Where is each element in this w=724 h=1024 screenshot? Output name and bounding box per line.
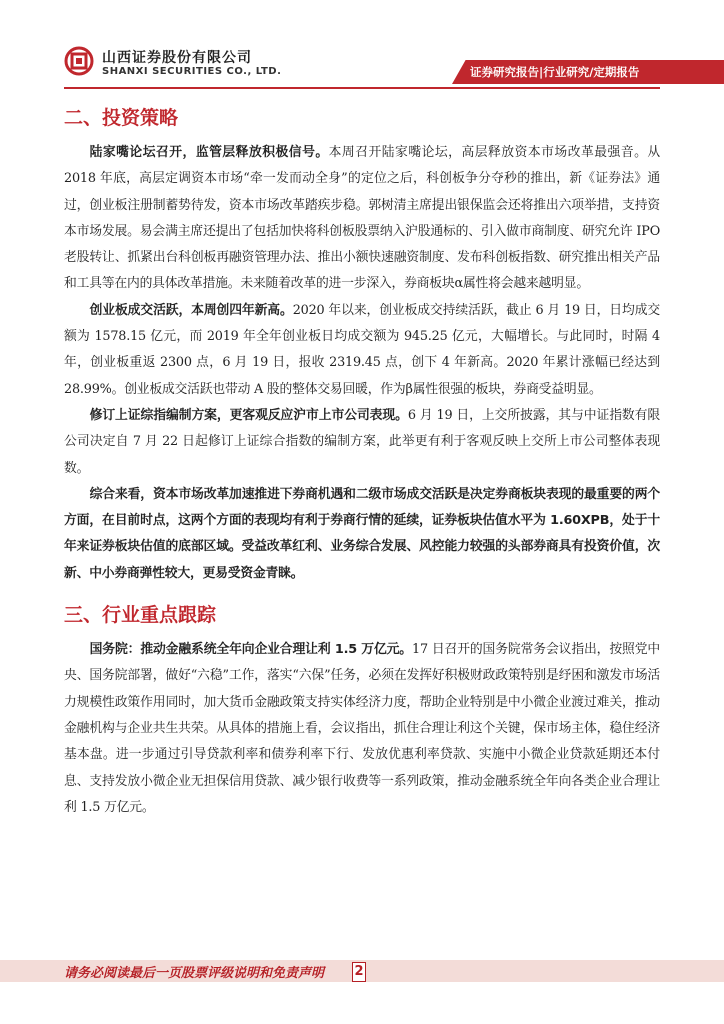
paragraph-lead: 创业板成交活跃，本周创四年新高。	[89, 302, 293, 318]
disclaimer-notice: 请务必阅读最后一页股票评级说明和免责声明	[64, 966, 325, 981]
company-logo-icon	[64, 46, 94, 76]
paragraph-summary: 综合来看，资本市场改革加速推进下券商机遇和二级市场成交活跃是决定券商板块表现的最重要的两个方面，在目前时点，这两个方面的表现均有利于券商行情的延续，证券板块估值水平为 1.60XPB，处于十年来证券板块估值的底部区域。受益改革红利、业务综合发展、风控能力较强的头部券商具有投资价值，次新、中小券商弹性较大，更易受资金青睐。	[64, 486, 660, 581]
paragraph-chinext	[64, 298, 660, 403]
company-name-en: SHANXI SECURITIES CO., LTD.	[102, 66, 282, 77]
paragraph-state-council	[64, 637, 660, 821]
paragraph-lujiazui-forum	[64, 140, 660, 298]
header-divider	[64, 87, 660, 89]
paragraph-text: 2020 年以来，创业板成交持续活跃，截止 6 月 19 日，日均成交额为 1578.15 亿元，而 2019 年全年创业板日均成交额为 945.25 亿元，大幅增长。与此同时，时隔 4 年，创业板重返 2300 点，6 月 19 日，报收 2319.45 点，创下 4 年新高。2020 年累计涨幅已经达到 28.99%。创业板成交活跃也带动 A 股的整体交易回暖，作为β属性很强的板块，券商受益明显。	[64, 302, 660, 397]
paragraph-lead: 修订上证综指编制方案，更客观反应沪市上市公司表现。	[89, 407, 408, 423]
company-name-cn: 山西证券股份有限公司	[102, 50, 252, 66]
page-header	[0, 0, 724, 92]
paragraph-text: 17 日召开的国务院常务会议指出，按照党中央、国务院部署，做好“六稳”工作，落实“六保”任务，必须在发挥好积极财政政策特别是纾困和激发市场活力规模性政策作用同时，加大货币金融政策支持实体经济力度，帮助企业特别是中小微企业渡过难关，推动金融机构与企业共生共荣。从具体的措施上看，会议指出，抓住合理让利这个关键，保市场主体，稳住经济基本盘。进一步通过引导贷款利率和债券利率下行、发放优惠利率贷款、实施中小微企业贷款延期还本付息、支持发放小微企业无担保信用贷款、减少银行收费等一系列政策，推动金融系统全年向各类企业合理让利 1.5 万亿元。	[64, 642, 660, 815]
paragraph-lead: 国务院：推动金融系统全年向企业合理让利 1.5 万亿元。	[89, 642, 412, 658]
paragraph-text: 6 月 19 日，上交所披露，其与中证指数有限公司决定自 7 月 22 日起修订上证综合指数的编制方案，此举更有利于客观反映上交所上市公司整体表现数。	[64, 407, 660, 476]
page-number: 2	[352, 962, 366, 982]
section-title-industry-tracking: 三、行业重点跟踪	[64, 604, 217, 627]
paragraph-sse-index	[64, 403, 660, 482]
paragraph-text: 本周召开陆家嘴论坛，高层释放资本市场改革最强音。从 2018 年底，高层定调资本市场“牵一发而动全身”的定位之后，科创板争分夺秒的推出，新《证券法》通过，创业板注册制蓄势待发，资本市场改革踏疾步稳。郭树清主席提出银保监会还将推出六项举措，支持资本市场发展。易会满主席还提出了包括加快将科创板股票纳入沪股通标的、引入做市商制度、研究允许 IPO 老股转让、抓紧出台科创板再融资管理办法、推出小额快速融资制度、发布科创板指数、研究推出相关产品和工具等在内的具体改革措施。未来随着改革的进一步深入，券商板块α属性将会越来越明显。	[64, 145, 660, 292]
report-type-label: 证券研究报告|行业研究/定期报告	[470, 65, 640, 79]
report-body	[64, 98, 660, 821]
paragraph-lead: 陆家嘴论坛召开，监管层释放积极信号。	[89, 145, 329, 160]
section-title-investment-strategy: 二、投资策略	[64, 107, 179, 129]
